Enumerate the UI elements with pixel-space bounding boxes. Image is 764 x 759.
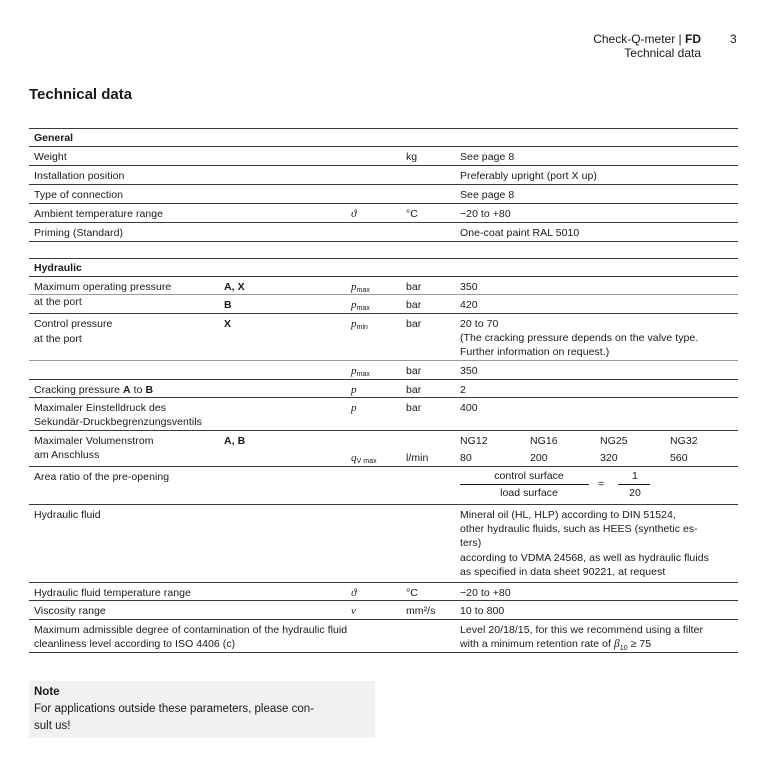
row-value-cont: ters) <box>460 537 482 549</box>
row-unit: bar <box>406 402 422 414</box>
size-value: 80 <box>460 452 472 464</box>
table-row <box>29 314 738 361</box>
size-label: NG32 <box>670 435 698 447</box>
symbol-letter: p <box>351 365 357 377</box>
row-value: 350 <box>460 281 478 293</box>
table-row <box>29 467 738 505</box>
row-port: A, X <box>224 281 245 293</box>
row-label: Maximum operating pressure <box>34 281 172 293</box>
fraction-numerator: control surface <box>494 470 564 482</box>
row-label: Viscosity range <box>34 605 106 617</box>
row-symbol: ν <box>351 605 356 617</box>
document-header <box>593 32 701 60</box>
symbol-subscript: max <box>356 371 370 378</box>
row-unit: bar <box>406 318 422 330</box>
row-value: One-coat paint RAL 5010 <box>460 227 580 239</box>
section-subtitle: Technical data <box>624 46 701 60</box>
row-unit: bar <box>406 299 422 311</box>
row-label: Maximaler Volumenstrom <box>34 435 154 447</box>
row-label: Ambient temperature range <box>34 208 164 220</box>
symbol-subscript: min <box>356 324 368 331</box>
label-text: Cracking pressure <box>34 384 121 396</box>
table-row <box>29 147 738 166</box>
row-label-cont: at the port <box>34 333 82 345</box>
page-title: Technical data <box>29 86 133 103</box>
row-port: A, B <box>224 435 246 447</box>
row-label-cont: cleanliness level according to ISO 4406 (c) <box>34 638 236 650</box>
hydraulic-table <box>29 258 738 653</box>
label-port-a: A <box>123 384 131 396</box>
fraction-bar <box>460 484 589 485</box>
row-unit: °C <box>406 587 418 599</box>
row-symbol: ϑ <box>351 208 357 220</box>
row-symbol <box>351 317 368 336</box>
note-box <box>29 681 375 738</box>
row-label-cont: Sekundär-Druckbegrenzungsventils <box>34 416 202 428</box>
note-line: sult us! <box>34 720 71 732</box>
beta-symbol: β <box>613 638 620 650</box>
row-value: 10 to 800 <box>460 605 505 617</box>
equals-sign: = <box>598 478 605 490</box>
fraction-bar <box>618 484 650 485</box>
size-value: 200 <box>530 452 548 464</box>
row-unit: l/min <box>406 452 429 464</box>
ratio-denominator: 20 <box>629 487 641 499</box>
size-value: 560 <box>670 452 688 464</box>
row-symbol: ϑ <box>351 587 357 599</box>
table-row <box>29 361 738 380</box>
size-label: NG16 <box>530 435 558 447</box>
row-value: 420 <box>460 299 478 311</box>
row-label: Weight <box>34 151 67 163</box>
row-unit: °C <box>406 208 418 220</box>
row-label: Area ratio of the pre-opening <box>34 471 170 483</box>
table-row <box>29 204 738 223</box>
product-line <box>593 32 701 46</box>
note-line: For applications outside these parameters, please con- <box>34 703 314 715</box>
size-label: NG12 <box>460 435 488 447</box>
note-title: Note <box>34 686 60 698</box>
row-label: Control pressure <box>34 318 113 330</box>
row-unit: mm²/s <box>406 605 436 617</box>
row-value-cont: (The cracking pressure depends on the valve type. <box>460 332 699 344</box>
page-number: 3 <box>730 32 737 46</box>
symbol-subscript: max <box>356 287 370 294</box>
row-value-cont: Further information on request.) <box>460 346 610 358</box>
row-value-cont: as specified in data sheet 90221, at request <box>460 566 666 578</box>
row-label-cont: at the port <box>34 296 82 308</box>
symbol-letter: p <box>351 299 357 311</box>
table-row <box>29 505 738 583</box>
symbol-letter: q <box>351 452 357 464</box>
row-label: Hydraulic fluid temperature range <box>34 587 191 599</box>
area-ratio-fraction <box>460 469 720 501</box>
table-row <box>29 601 738 620</box>
general-heading: General <box>29 128 738 147</box>
table-row <box>29 380 738 398</box>
row-label: Priming (Standard) <box>34 227 124 239</box>
table-row <box>29 166 738 185</box>
row-value: Preferably upright (port X up) <box>460 170 597 182</box>
row-label: Hydraulic fluid <box>34 509 101 521</box>
row-value: −20 to +80 <box>460 587 511 599</box>
table-row <box>29 583 738 601</box>
row-value: 400 <box>460 402 478 414</box>
fraction-denominator: load surface <box>500 487 558 499</box>
note-text <box>34 701 370 735</box>
product-name: Check-Q-meter | <box>593 32 682 46</box>
row-label: Installation position <box>34 170 125 182</box>
row-port: X <box>224 318 232 330</box>
row-port: B <box>224 299 232 311</box>
row-label: Type of connection <box>34 189 124 201</box>
label-text: to <box>133 384 143 396</box>
row-value: Level 20/18/15, for this we recommend using a filter <box>460 624 704 636</box>
size-label: NG25 <box>600 435 628 447</box>
row-value: −20 to +80 <box>460 208 511 220</box>
row-label: Maximaler Einstelldruck des <box>34 402 167 414</box>
row-symbol: p <box>351 384 357 396</box>
ratio-numerator: 1 <box>632 470 638 482</box>
table-row <box>29 185 738 204</box>
table-row <box>29 295 738 314</box>
row-value: 20 to 70 <box>460 318 499 330</box>
general-table <box>29 128 738 242</box>
value-text: with a minimum retention rate of <box>460 638 611 650</box>
row-unit: kg <box>406 151 418 163</box>
row-label: Maximum admissible degree of contamination of the hydraulic fluid <box>34 624 348 636</box>
row-label <box>34 383 153 398</box>
row-unit: bar <box>406 365 422 377</box>
value-text: ≥ 75 <box>630 638 652 650</box>
row-symbol: p <box>351 402 357 414</box>
table-row <box>29 620 738 653</box>
beta-subscript: 10 <box>619 645 628 653</box>
symbol-subscript: max <box>356 305 370 312</box>
table-row <box>29 277 738 295</box>
label-port-b: B <box>145 384 154 396</box>
symbol-letter: p <box>351 281 357 293</box>
product-code: FD <box>685 32 701 46</box>
table-row <box>29 223 738 242</box>
size-value: 320 <box>600 452 618 464</box>
symbol-letter: p <box>351 318 357 330</box>
row-value: Mineral oil (HL, HLP) according to DIN 51524, <box>460 509 676 521</box>
row-value: See page 8 <box>460 189 515 201</box>
symbol-subscript: V max <box>356 458 377 465</box>
row-value: See page 8 <box>460 151 515 163</box>
row-unit: bar <box>406 384 422 396</box>
table-row <box>29 431 738 467</box>
row-value-cont <box>460 637 651 657</box>
row-unit: bar <box>406 281 422 293</box>
row-value: 2 <box>460 384 466 396</box>
row-value: 350 <box>460 365 478 377</box>
row-value-cont: other hydraulic fluids, such as HEES (synthetic es- <box>460 523 698 535</box>
row-label-cont: am Anschluss <box>34 449 100 461</box>
table-row <box>29 398 738 431</box>
row-value-cont: according to VDMA 24568, as well as hydraulic fluids <box>460 552 709 564</box>
hydraulic-heading: Hydraulic <box>29 258 738 277</box>
